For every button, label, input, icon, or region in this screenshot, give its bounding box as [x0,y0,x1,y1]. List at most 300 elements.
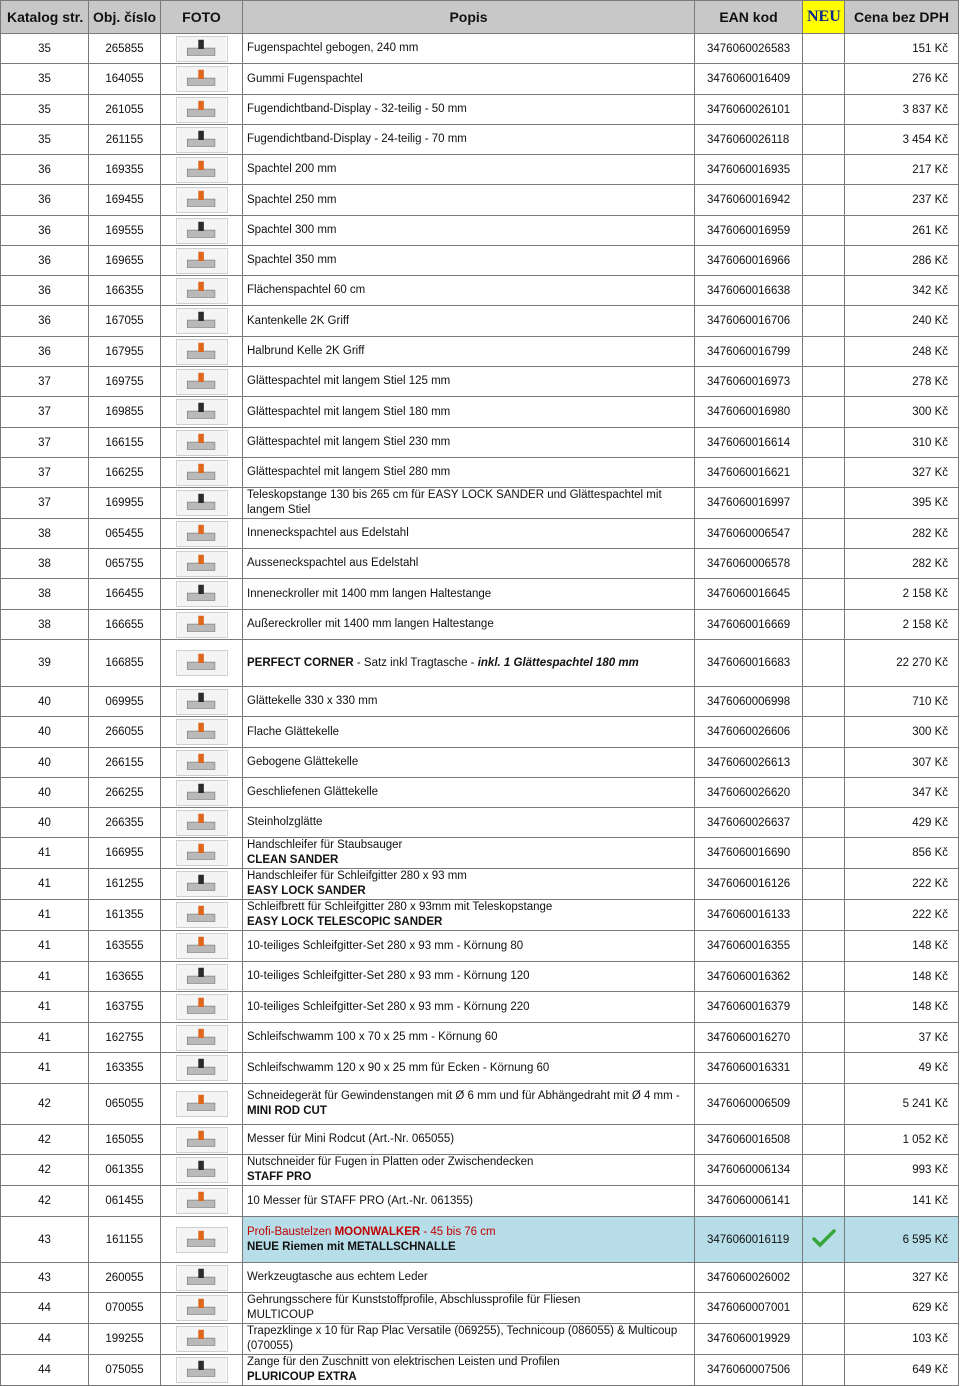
table-row [1,579,959,610]
cell-popis [243,1324,695,1355]
cell-price: 222 Kč [845,869,959,900]
cell-price: 240 Kč [845,306,959,337]
product-photo [176,430,228,456]
product-photo [176,650,228,676]
popis-bold-line: PLURICOUP EXTRA [247,1371,357,1383]
cell-obj-cislo: 166855 [89,640,161,687]
cell-neu [803,34,845,64]
product-photo [176,933,228,959]
popis-bold-line: EASY LOCK SANDER [247,885,366,897]
cell-price: 3 837 Kč [845,95,959,125]
table-row [1,34,959,64]
cell-price: 429 Kč [845,808,959,838]
popis-text: Gehrungsschere für Kunststoffprofile, Abschlussprofile für Fliesen [247,1294,581,1306]
popis-text: Nutschneider für Fugen in Platten oder Zwischendecken [247,1156,534,1168]
cell-popis [243,276,695,306]
table-row [1,808,959,838]
popis-text: Flache Glättekelle [247,725,340,738]
cell-ean: 3476060007001 [695,1293,803,1324]
table-row [1,962,959,992]
product-photo [176,810,228,836]
product-photo [176,399,228,425]
product-photo [176,871,228,897]
cell-neu [803,778,845,808]
cell-ean: 3476060026620 [695,778,803,808]
cell-katalog: 41 [1,900,89,931]
cell-price: 151 Kč [845,34,959,64]
cell-popis [243,869,695,900]
cell-popis [243,306,695,337]
cell-ean: 3476060006141 [695,1186,803,1217]
cell-popis [243,337,695,367]
popis-text: Spachtel 200 mm [247,163,337,175]
product-photo [176,964,228,990]
table-row [1,748,959,778]
product-photo [176,1227,228,1253]
popis-text: - Satz inkl Tragtasche - [353,656,478,669]
popis-red: Profi-Baustelzen [247,1225,335,1238]
product-photo [176,581,228,607]
cell-obj-cislo: 169555 [89,216,161,246]
table-row [1,367,959,397]
popis-text: Zange für den Zuschnitt von elektrischen Leisten und Profilen [247,1356,560,1368]
table-row [1,1293,959,1324]
cell-price: 1 052 Kč [845,1125,959,1155]
cell-popis [243,748,695,778]
popis-text: Schleifschwamm 120 x 90 x 25 mm für Ecken - Körnung 60 [247,1061,550,1074]
cell-katalog: 41 [1,962,89,992]
cell-neu [803,748,845,778]
cell-popis [243,216,695,246]
popis-red-tail: - 45 bis 76 cm [420,1225,496,1238]
cell-katalog: 36 [1,276,89,306]
cell-katalog: 35 [1,125,89,155]
popis-text: Schneidegerät für Gewindenstangen mit Ø 6 mm und für Abhängedraht mit Ø 4 mm - [247,1090,680,1102]
cell-popis [243,95,695,125]
product-photo [176,1295,228,1321]
cell-popis [243,1084,695,1125]
product-photo [176,308,228,334]
product-photo [176,750,228,776]
cell-neu [803,125,845,155]
cell-price: 310 Kč [845,428,959,458]
table-row [1,1263,959,1293]
popis-text: Glättespachtel mit langem Stiel 180 mm [247,405,451,418]
popis-line2: MULTICOUP [247,1309,314,1321]
cell-ean: 3476060007506 [695,1355,803,1386]
cell-popis [243,1355,695,1386]
popis-text: Gebogene Glättekelle [247,756,359,768]
table-row [1,1084,959,1125]
cell-foto [161,519,243,549]
table-row [1,95,959,125]
cell-obj-cislo: 061355 [89,1155,161,1186]
cell-popis [243,549,695,579]
cell-ean: 3476060019929 [695,1324,803,1355]
cell-katalog: 38 [1,610,89,640]
table-row [1,900,959,931]
cell-obj-cislo: 166655 [89,610,161,640]
popis-text: Steinholzglätte [247,816,323,828]
cell-popis [243,155,695,185]
cell-ean: 3476060016645 [695,579,803,610]
cell-foto [161,1186,243,1217]
cell-price: 327 Kč [845,458,959,488]
cell-ean: 3476060026606 [695,717,803,748]
cell-popis [243,1186,695,1217]
table-row [1,1217,959,1263]
cell-popis [243,125,695,155]
cell-price: 342 Kč [845,276,959,306]
product-photo [176,1127,228,1153]
cell-neu [803,1293,845,1324]
header-katalog: Katalog str. [1,1,89,34]
table-row [1,869,959,900]
cell-price: 300 Kč [845,397,959,428]
popis-text: Handschleifer für Staubsauger [247,839,403,851]
cell-popis [243,488,695,519]
cell-katalog: 39 [1,640,89,687]
cell-foto [161,428,243,458]
cell-popis [243,808,695,838]
cell-popis [243,778,695,808]
cell-popis [243,1053,695,1084]
cell-katalog: 37 [1,458,89,488]
cell-katalog: 36 [1,155,89,185]
cell-foto [161,610,243,640]
cell-ean: 3476060016690 [695,838,803,869]
cell-ean: 3476060026637 [695,808,803,838]
popis-text: Schleifschwamm 100 x 70 x 25 mm - Körnung 60 [247,1031,498,1043]
product-photo [176,127,228,153]
cell-neu [803,900,845,931]
product-photo [176,1188,228,1214]
cell-foto [161,337,243,367]
cell-price: 282 Kč [845,519,959,549]
cell-obj-cislo: 169755 [89,367,161,397]
cell-foto [161,125,243,155]
cell-foto [161,488,243,519]
cell-neu [803,1186,845,1217]
popis-text: Trapezklinge x 10 für Rap Plac Versatile (069255), Technicoup (086055) & Multicoup [247,1325,678,1337]
cell-ean: 3476060016119 [695,1217,803,1263]
cell-neu [803,1217,845,1263]
cell-ean: 3476060016614 [695,428,803,458]
cell-ean: 3476060026101 [695,95,803,125]
product-photo [176,66,228,92]
product-photo [176,369,228,395]
cell-foto [161,640,243,687]
popis-text: Messer für Mini Rodcut (Art.-Nr. 065055) [247,1133,455,1145]
popis-text: Außereckroller mit 1400 mm langen Haltestange [247,618,494,630]
cell-price: 222 Kč [845,900,959,931]
popis-text: Fugendichtband-Display - 24-teilig - 70 mm [247,133,467,145]
cell-katalog: 37 [1,397,89,428]
cell-neu [803,1324,845,1355]
cell-ean: 3476060006998 [695,687,803,717]
cell-obj-cislo: 167955 [89,337,161,367]
table-row [1,1186,959,1217]
cell-katalog: 41 [1,992,89,1023]
table-row [1,1324,959,1355]
popis-text: 10 Messer für STAFF PRO (Art.-Nr. 061355) [247,1194,474,1207]
cell-neu [803,1263,845,1293]
cell-obj-cislo: 266255 [89,778,161,808]
cell-ean: 3476060016331 [695,1053,803,1084]
cell-obj-cislo: 162755 [89,1023,161,1053]
cell-obj-cislo: 163555 [89,931,161,962]
table-row [1,687,959,717]
cell-katalog: 36 [1,185,89,216]
cell-ean: 3476060026118 [695,125,803,155]
cell-obj-cislo: 169455 [89,185,161,216]
popis-text: Flächenspachtel 60 cm [247,284,366,296]
cell-price: 710 Kč [845,687,959,717]
cell-neu [803,488,845,519]
cell-obj-cislo: 166155 [89,428,161,458]
cell-obj-cislo: 166255 [89,458,161,488]
popis-bold-line: EASY LOCK TELESCOPIC SANDER [247,916,443,928]
cell-neu [803,962,845,992]
popis-text: Spachtel 250 mm [247,193,337,206]
cell-katalog: 35 [1,95,89,125]
cell-katalog: 36 [1,337,89,367]
table-row [1,610,959,640]
cell-katalog: 38 [1,579,89,610]
product-photo [176,1326,228,1352]
popis-text: Werkzeugtasche aus echtem Leder [247,1271,428,1283]
header-popis: Popis [243,1,695,34]
cell-neu [803,519,845,549]
cell-obj-cislo: 261055 [89,95,161,125]
cell-foto [161,397,243,428]
cell-obj-cislo: 199255 [89,1324,161,1355]
header-cena: Cena bez DPH [845,1,959,34]
popis-text: Fugendichtband-Display - 32-teilig - 50 mm [247,103,467,115]
popis-red-bold: MOONWALKER [334,1225,421,1238]
product-photo [176,1157,228,1183]
cell-foto [161,1324,243,1355]
cell-foto [161,838,243,869]
cell-katalog: 43 [1,1217,89,1263]
product-photo [176,1091,228,1117]
cell-price: 2 158 Kč [845,610,959,640]
product-photo [176,902,228,928]
cell-popis [243,610,695,640]
cell-price: 856 Kč [845,838,959,869]
cell-obj-cislo: 161155 [89,1217,161,1263]
table-row [1,185,959,216]
popis-text: 10-teiliges Schleifgitter-Set 280 x 93 mm - Körnung 220 [247,1000,530,1013]
cell-popis [243,1155,695,1186]
popis-text: Kantenkelle 2K Griff [247,314,350,327]
cell-ean: 3476060006578 [695,549,803,579]
cell-obj-cislo: 169655 [89,246,161,276]
cell-price: 286 Kč [845,246,959,276]
table-row [1,992,959,1023]
cell-ean: 3476060006547 [695,519,803,549]
cell-foto [161,687,243,717]
cell-obj-cislo: 163655 [89,962,161,992]
popis-text: Spachtel 350 mm [247,254,337,266]
cell-popis [243,1023,695,1053]
cell-obj-cislo: 166955 [89,838,161,869]
product-photo [176,490,228,516]
cell-popis [243,519,695,549]
cell-obj-cislo: 065755 [89,549,161,579]
cell-price: 307 Kč [845,748,959,778]
cell-neu [803,1155,845,1186]
table-row [1,1053,959,1084]
cell-popis [243,900,695,931]
cell-foto [161,808,243,838]
cell-foto [161,992,243,1023]
popis-text: Ausseneckspachtel aus Edelstahl [247,557,419,569]
table-row [1,717,959,748]
cell-price: 261 Kč [845,216,959,246]
product-photo [176,521,228,547]
cell-katalog: 42 [1,1186,89,1217]
cell-neu [803,717,845,748]
popis-italic: inkl. 1 Glättespachtel 180 mm [477,656,639,669]
cell-ean: 3476060016959 [695,216,803,246]
cell-price: 300 Kč [845,717,959,748]
header-obj: Obj. číslo [89,1,161,34]
cell-katalog: 42 [1,1084,89,1125]
product-photo [176,1025,228,1051]
cell-price: 278 Kč [845,367,959,397]
popis-line [247,1225,690,1240]
cell-neu [803,337,845,367]
cell-popis [243,428,695,458]
cell-ean: 3476060016270 [695,1023,803,1053]
popis-bold-line: MINI ROD CUT [247,1105,327,1117]
cell-ean: 3476060016362 [695,962,803,992]
table-row [1,306,959,337]
product-photo [176,689,228,715]
table-row [1,155,959,185]
cell-katalog: 44 [1,1324,89,1355]
product-photo [176,218,228,244]
table-row [1,428,959,458]
table-row [1,838,959,869]
cell-price: 993 Kč [845,1155,959,1186]
cell-obj-cislo: 169955 [89,488,161,519]
popis-text: 10-teiliges Schleifgitter-Set 280 x 93 mm - Körnung 120 [247,970,530,982]
cell-katalog: 37 [1,428,89,458]
cell-obj-cislo: 163755 [89,992,161,1023]
cell-price: 5 241 Kč [845,1084,959,1125]
cell-foto [161,216,243,246]
cell-neu [803,306,845,337]
cell-katalog: 41 [1,869,89,900]
cell-ean: 3476060026002 [695,1263,803,1293]
cell-popis [243,1217,695,1263]
product-photo [176,719,228,745]
popis-text: Gummi Fugenspachtel [247,72,363,85]
cell-katalog: 35 [1,34,89,64]
cell-katalog: 41 [1,1023,89,1053]
header-foto: FOTO [161,1,243,34]
cell-price: 141 Kč [845,1186,959,1217]
cell-price: 148 Kč [845,992,959,1023]
popis-text: Geschliefenen Glättekelle [247,786,379,798]
cell-katalog: 40 [1,778,89,808]
cell-price: 148 Kč [845,962,959,992]
cell-ean: 3476060016638 [695,276,803,306]
cell-neu [803,610,845,640]
cell-neu [803,549,845,579]
cell-obj-cislo: 164055 [89,64,161,95]
cell-ean: 3476060016133 [695,900,803,931]
cell-neu [803,1125,845,1155]
cell-neu [803,458,845,488]
cell-katalog: 36 [1,306,89,337]
cell-foto [161,900,243,931]
cell-foto [161,778,243,808]
cell-obj-cislo: 069955 [89,687,161,717]
cell-foto [161,869,243,900]
cell-katalog: 44 [1,1293,89,1324]
cell-neu [803,838,845,869]
cell-foto [161,931,243,962]
cell-foto [161,34,243,64]
cell-ean: 3476060016980 [695,397,803,428]
cell-foto [161,1084,243,1125]
cell-obj-cislo: 161255 [89,869,161,900]
cell-neu [803,246,845,276]
cell-katalog: 40 [1,748,89,778]
cell-neu [803,428,845,458]
popis-text: Halbrund Kelle 2K Griff [247,345,365,357]
cell-obj-cislo: 163355 [89,1053,161,1084]
table-row [1,640,959,687]
cell-neu [803,992,845,1023]
cell-neu [803,1084,845,1125]
cell-foto [161,1125,243,1155]
table-row [1,276,959,306]
cell-katalog: 35 [1,64,89,95]
cell-katalog: 41 [1,931,89,962]
cell-foto [161,748,243,778]
cell-obj-cislo: 161355 [89,900,161,931]
table-row [1,1023,959,1053]
popis-bold: PERFECT CORNER [247,656,354,669]
table-row [1,64,959,95]
cell-katalog: 40 [1,808,89,838]
cell-price: 327 Kč [845,1263,959,1293]
product-photo [176,187,228,213]
product-photo [176,994,228,1020]
cell-ean: 3476060016355 [695,931,803,962]
cell-price: 49 Kč [845,1053,959,1084]
cell-katalog: 41 [1,1053,89,1084]
cell-katalog: 41 [1,838,89,869]
product-photo [176,157,228,183]
cell-price: 276 Kč [845,64,959,95]
table-row [1,1355,959,1386]
cell-neu [803,185,845,216]
cell-ean: 3476060016683 [695,640,803,687]
cell-obj-cislo: 265855 [89,34,161,64]
cell-katalog: 37 [1,488,89,519]
cell-ean: 3476060016973 [695,367,803,397]
cell-neu [803,640,845,687]
cell-foto [161,1263,243,1293]
table-row [1,397,959,428]
cell-obj-cislo: 169855 [89,397,161,428]
cell-foto [161,1217,243,1263]
